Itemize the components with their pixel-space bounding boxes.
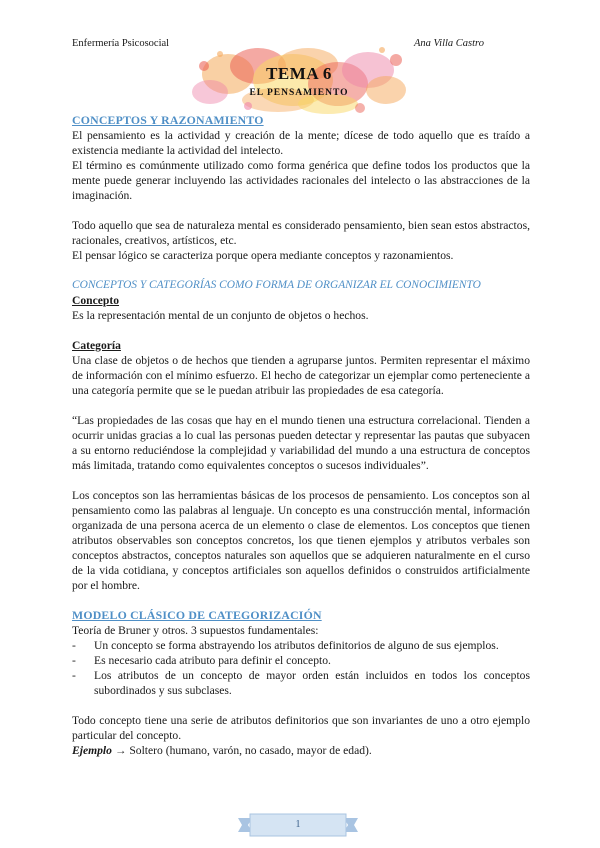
page-number: 1 — [295, 819, 301, 830]
term-categoria: Categoría — [72, 339, 121, 352]
paragraph: El término es comúnmente utilizado como forma genérica que define todos los productos que la mente puede generar incluyendo las actividades racionales del intelecto o las abstracciones de la imaginación. — [72, 159, 530, 202]
definition-concepto: Es la representación mental de un conjunto de objetos o hechos. — [72, 309, 369, 322]
paragraph: El pensar lógico se caracteriza porque opera mediante conceptos y razonamientos. — [72, 249, 454, 262]
paragraph: Los conceptos son las herramientas básicas de los procesos de pensamiento. Los conceptos son al pensamiento como las palabras al lenguaje. Un concepto es una construcción mental, información organizada de una persona acerca de un elemento o clase de elementos. Los conceptos que tienen atributos observables son conceptos concretos, los que tienen ejemplos y atributos verbales son conceptos abstractos, conceptos naturales son aquellos que se adquieren naturalmente en el curso de la vida cotidiana, y conceptos artificiales son aquellos definidos o construidos artificialmente por el hombre. — [72, 489, 530, 592]
list-item: - Es necesario cada atributo para definir el concepto. — [72, 654, 331, 667]
example-text: Soltero (humano, varón, no casado, mayor de edad). — [129, 744, 372, 757]
dash-bullet: - — [72, 669, 76, 682]
document-body — [72, 113, 530, 758]
section-heading-modelo-clasico: MODELO CLÁSICO DE CATEGORIZACIÓN — [72, 608, 322, 622]
header-course-name: Enfermería Psicosocial — [72, 38, 170, 49]
paragraph: El pensamiento es la actividad y creación de la mente; dícese de todo aquello que es traído a existencia mediante la actividad del intelecto. — [72, 129, 530, 157]
example-line — [72, 743, 530, 758]
assumptions-list — [72, 638, 530, 698]
section-heading-conceptos-categorias: CONCEPTOS Y CATEGORÍAS COMO FORMA DE ORGANIZAR EL CONOCIMIENTO — [72, 279, 481, 291]
page-footer — [238, 812, 358, 838]
document-subtitle: EL PENSAMIENTO — [249, 88, 349, 98]
quote-paragraph: “Las propiedades de las cosas que hay en el mundo tienen una estructura correlacional. Tienden a ocurrir unidas gracias a lo cual las personas pueden detectar y representar las pautas que subyacen a su entorno reduciéndose la complejidad y variabilidad del mundo a una estructura de conceptos más limitada, tratando como equivalentes conceptos o sucesos individuales”. — [72, 414, 530, 472]
definition-categoria: Una clase de objetos o de hechos que tienden a agruparse juntos. Permiten representar el máximo de información con el mínimo esfuerzo. El hecho de categorizar un ejemplar como perteneciente a una categoría permite que se le puedan atribuir las propiedades de esa categoría. — [72, 354, 530, 397]
document-title: TEMA 6 — [266, 64, 332, 83]
term-concepto: Concepto — [72, 294, 120, 307]
section-heading-conceptos-razonamiento: CONCEPTOS Y RAZONAMIENTO — [72, 113, 264, 127]
list-item: - Un concepto se forma abstrayendo los atributos definitorios de alguno de sus ejemplos. — [72, 639, 499, 652]
paragraph: Todo aquello que sea de naturaleza mental es considerado pensamiento, bien sean estos abstractos, racionales, creativos, artísticos, etc. — [72, 219, 530, 247]
paragraph: Todo concepto tiene una serie de atributos definitorios que son invariantes de uno a otro ejemplo particular del concepto. — [72, 714, 530, 742]
list-item: - Los atributos de un concepto de mayor orden están incluidos en todos los conceptos subordinados y sus subclases. — [72, 669, 530, 697]
example-label: Ejemplo — [72, 744, 112, 757]
header-author-name: Ana Villa Castro — [414, 38, 485, 49]
dash-bullet: - — [72, 639, 76, 652]
paragraph: Teoría de Bruner y otros. 3 supuestos fundamentales: — [72, 624, 319, 637]
title-banner — [188, 44, 410, 116]
dash-bullet: - — [72, 654, 76, 667]
arrow-icon: → — [114, 744, 127, 757]
